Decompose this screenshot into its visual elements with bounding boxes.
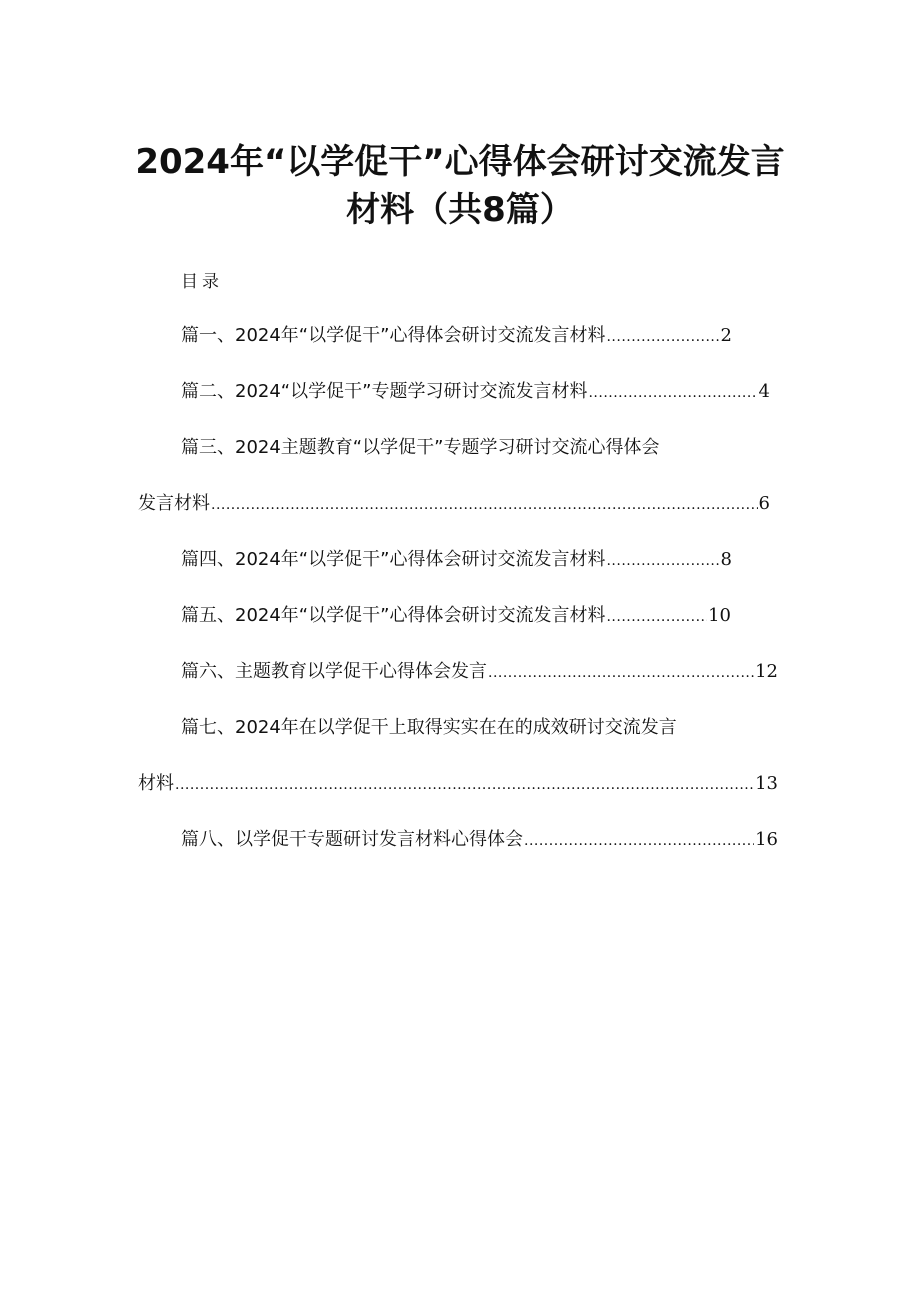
toc-entry-page: 6 <box>758 493 770 514</box>
toc-heading: 目录 <box>181 272 223 292</box>
toc-entry-8[interactable] <box>181 826 778 854</box>
document-title-line1: 2024年“以学促干”心得体会研讨交流发言 <box>135 142 785 182</box>
toc-entry-text: 篇八、以学促干专题研讨发言材料心得体会 <box>181 829 523 850</box>
toc-entry-page: 4 <box>758 381 770 402</box>
toc-entry-page: 13 <box>755 773 778 794</box>
toc-entry-3[interactable] <box>138 490 770 518</box>
toc-entry-4[interactable] <box>181 546 732 574</box>
toc-entry-text: 篇二、2024“以学促干”专题学习研讨交流发言材料 <box>181 381 588 402</box>
document-title-line2: 材料（共8篇） <box>346 190 574 230</box>
toc-entry-page: 10 <box>708 605 731 626</box>
toc-entry-text: 篇六、主题教育以学促干心得体会发言 <box>181 661 487 682</box>
toc-entry-text: 篇一、2024年“以学促干”心得体会研讨交流发言材料 <box>181 325 606 346</box>
toc-leader-dots <box>606 603 707 631</box>
toc-entry-7[interactable] <box>138 770 778 798</box>
toc-entry-1[interactable] <box>181 322 732 350</box>
toc-entry-text: 发言材料 <box>138 493 210 514</box>
toc-entry-6[interactable] <box>181 658 778 686</box>
toc-leader-dots <box>606 323 719 351</box>
toc-entry-7-line1[interactable]: 篇七、2024年在以学促干上取得实实在在的成效研讨交流发言 <box>181 717 677 738</box>
toc-entry-3-line1[interactable]: 篇三、2024主题教育“以学促干”专题学习研讨交流心得体会 <box>181 437 660 458</box>
toc-entry-text: 篇四、2024年“以学促干”心得体会研讨交流发言材料 <box>181 549 606 570</box>
toc-entry-5[interactable] <box>181 602 731 630</box>
toc-entry-text: 篇五、2024年“以学促干”心得体会研讨交流发言材料 <box>181 605 606 626</box>
toc-entry-page: 8 <box>720 549 732 570</box>
toc-leader-dots <box>175 771 754 799</box>
toc-leader-dots <box>588 379 757 407</box>
toc-entry-page: 16 <box>755 829 778 850</box>
toc-leader-dots <box>211 491 758 519</box>
toc-leader-dots <box>488 659 754 687</box>
toc-entry-page: 12 <box>755 661 778 682</box>
toc-entry-page: 2 <box>720 325 732 346</box>
toc-leader-dots <box>524 827 754 855</box>
toc-entry-text: 材料 <box>138 773 174 794</box>
toc-leader-dots <box>606 547 719 575</box>
toc-entry-2[interactable] <box>181 378 770 406</box>
